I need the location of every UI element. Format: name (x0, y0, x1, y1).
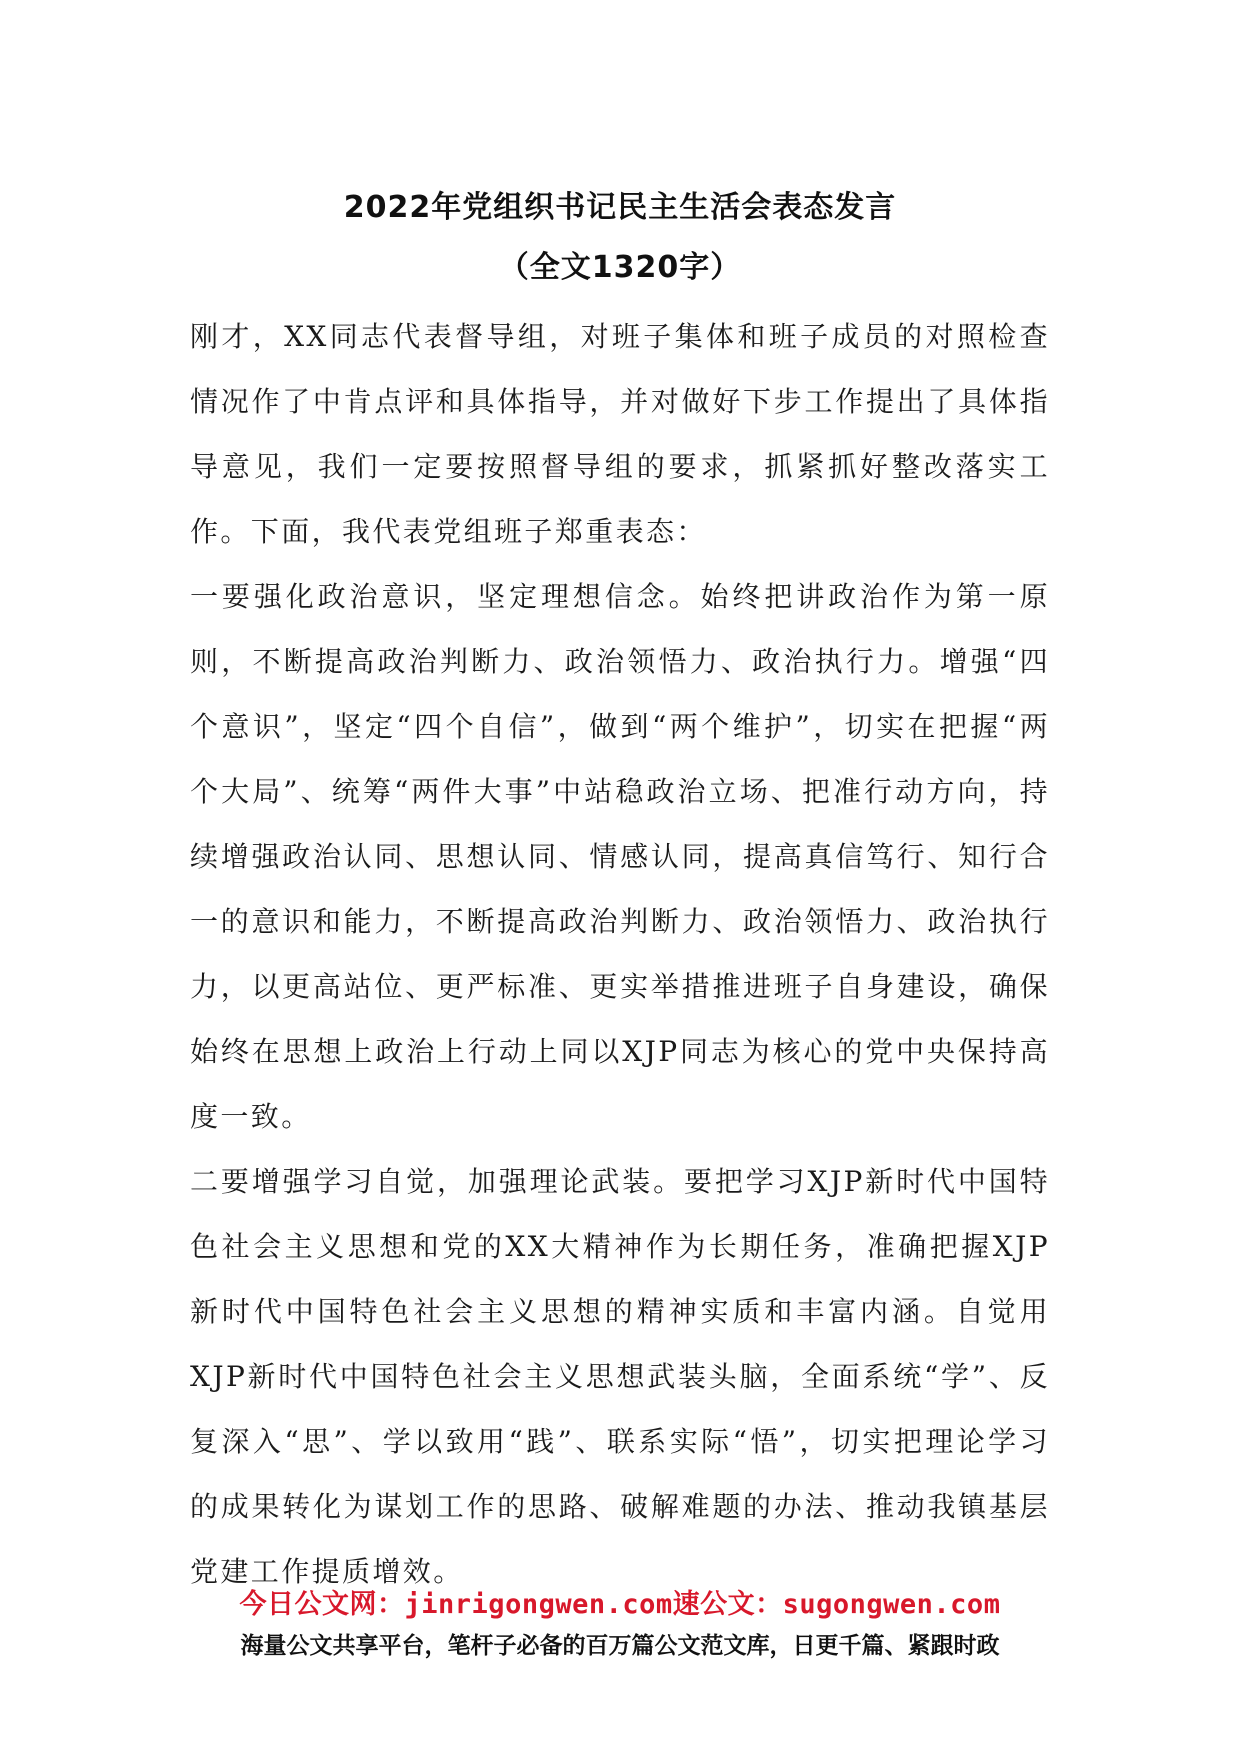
footer-slogan: 海量公文共享平台，笔杆子必备的百万篇公文范文库，日更千篇、紧跟时政 (240, 1633, 1000, 1659)
footer-sites (0, 1582, 1240, 1621)
document-body (190, 304, 1050, 1604)
document-title: 2022年党组织书记民主生活会表态发言 (343, 190, 897, 225)
paragraph-point-one: 一要强化政治意识，坚定理想信念。始终把讲政治作为第一原则，不断提高政治判断力、政治领悟力、政治执行力。增强“四个意识”，坚定“四个自信”，做到“两个维护”，切实在把握“两个大局”、统筹“两件大事”中站稳政治立场、把准行动方向，持续增强政治认同、思想认同、情感认同，提高真信笃行、知行合一的意识和能力，不断提高政治判断力、政治领悟力、政治执行力，以更高站位、更严标准、更实举措推进班子自身建设，确保始终在思想上政治上行动上同以XJP同志为核心的党中央保持高度一致。 (190, 580, 1050, 1133)
paragraph-intro: 刚才，XX同志代表督导组，对班子集体和班子成员的对照检查情况作了中肯点评和具体指导，并对做好下步工作提出了具体指导意见，我们一定要按照督导组的要求，抓紧抓好整改落实工作。下面，我代表党组班子郑重表态： (190, 320, 1050, 548)
paragraph-point-two: 二要增强学习自觉，加强理论武装。要把学习XJP新时代中国特色社会主义思想和党的XX大精神作为长期任务，准确把握XJP新时代中国特色社会主义思想的精神实质和丰富内涵。自觉用XJP新时代中国特色社会主义思想武装头脑，全面系统“学”、反复深入“思”、学以致用“践”、联系实际“悟”，切实把理论学习的成果转化为谋划工作的思路、破解难题的办法、推动我镇基层党建工作提质增效。 (190, 1165, 1050, 1588)
site1-link[interactable]: jinrigongwen.com (404, 1589, 673, 1620)
site2-link[interactable]: sugongwen.com (782, 1589, 1001, 1620)
document-subtitle: （全文1320字） (498, 250, 742, 285)
site1-label: 今日公文网： (239, 1589, 405, 1620)
site2-label: 速公文： (672, 1589, 783, 1620)
